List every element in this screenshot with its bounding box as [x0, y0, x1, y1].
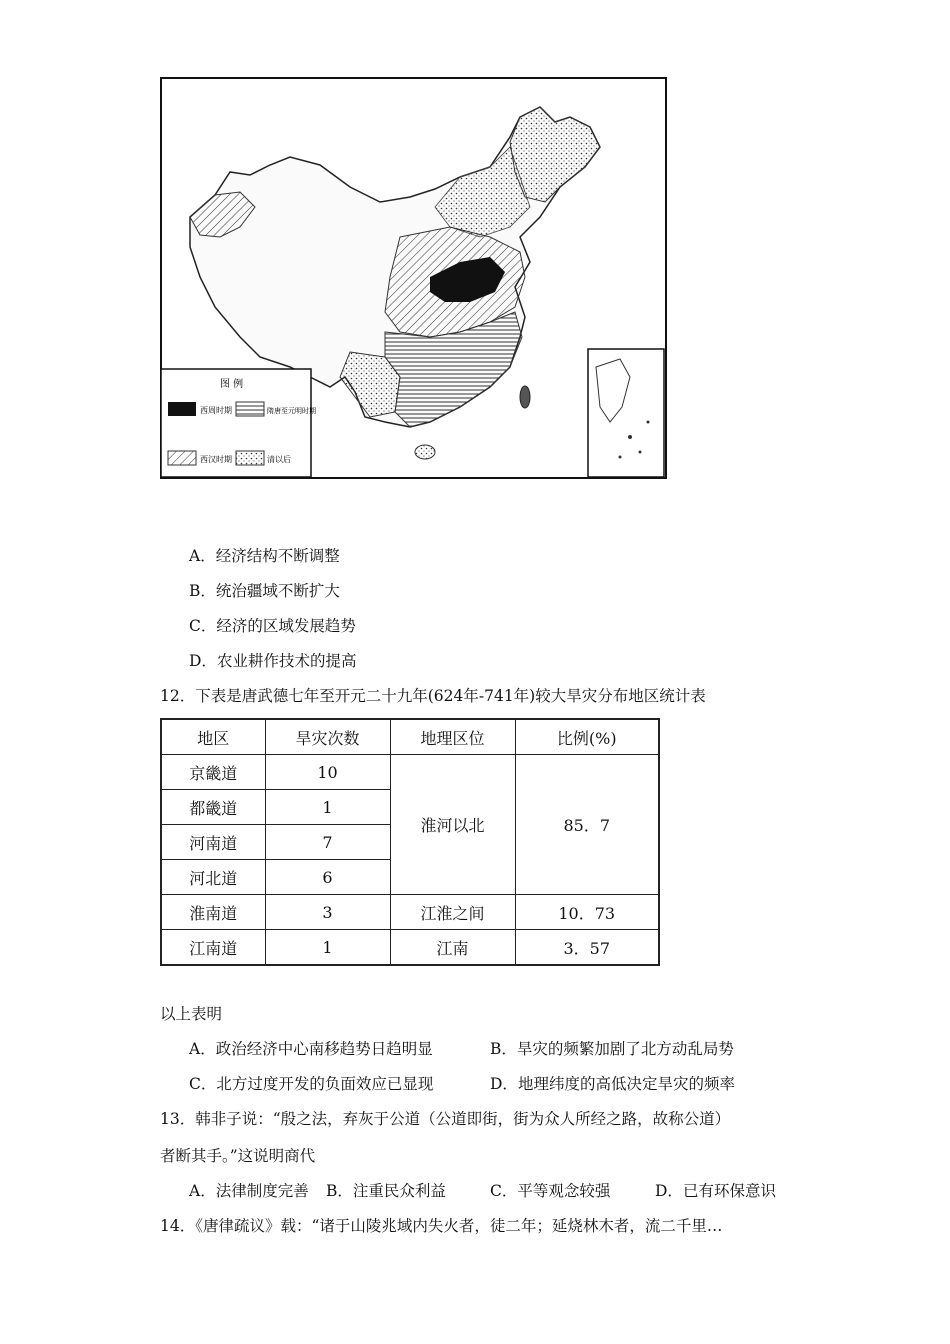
- count-cell: 1: [265, 930, 390, 966]
- region-cell: 河南道: [161, 825, 265, 860]
- option-letter: D．: [655, 1182, 683, 1200]
- option-text: 农业耕作技术的提高: [216, 652, 357, 670]
- option-letter: A．: [189, 1182, 216, 1200]
- table-row: [161, 895, 659, 930]
- option-a: [189, 1039, 433, 1059]
- table-row: [161, 930, 659, 966]
- header-cell: 比例(%): [515, 719, 659, 755]
- option-text: 旱灾的频繁加剧了北方动乱局势: [516, 1040, 734, 1058]
- option-letter: B．: [326, 1182, 353, 1200]
- option-d: [490, 1074, 735, 1094]
- question-12-conclusion: 以上表明: [160, 1005, 223, 1023]
- option-c: [189, 616, 356, 636]
- option-text: 政治经济中心南移趋势日趋明显: [215, 1040, 433, 1058]
- option-c: [189, 1074, 433, 1094]
- count-cell: 7: [265, 825, 390, 860]
- option-b: [189, 581, 340, 601]
- china-economic-development-map: [160, 77, 667, 479]
- header-cell: 地理区位: [390, 719, 515, 755]
- option-letter: C．: [189, 1075, 217, 1093]
- option-text: 统治疆域不断扩大: [215, 582, 340, 600]
- ratio-cell: 85．7: [515, 755, 659, 895]
- option-letter: C．: [490, 1182, 518, 1200]
- header-cell: 旱灾次数: [265, 719, 390, 755]
- region-cell: 河北道: [161, 860, 265, 895]
- header-cell: 地区: [161, 719, 265, 755]
- option-a: [189, 1181, 309, 1201]
- zone-cell: 江淮之间: [390, 895, 515, 930]
- option-d: [655, 1181, 776, 1201]
- option-letter: A．: [189, 547, 216, 565]
- legend-label: 清以后: [267, 455, 291, 464]
- drought-statistics-table: [160, 718, 660, 966]
- legend-label: 西汉时期: [200, 455, 232, 464]
- option-text: 注重民众利益: [352, 1182, 446, 1200]
- region-cell: 江南道: [161, 930, 265, 966]
- count-cell: 3: [265, 895, 390, 930]
- option-letter: C．: [189, 617, 217, 635]
- option-c: [490, 1181, 610, 1201]
- ratio-cell: 10．73: [515, 895, 659, 930]
- question-14-stem: 14．《唐律疏议》载：“诸于山陵兆域内失火者，徒二年；延烧林木者，流二千里…: [160, 1217, 723, 1235]
- table-row: [161, 755, 659, 790]
- option-b: [326, 1181, 446, 1201]
- option-letter: D．: [490, 1075, 518, 1093]
- option-letter: A．: [189, 1040, 216, 1058]
- question-13-stem-line1: 13．韩非子说：“殷之法，弃灰于公道（公道即街，街为众人所经之路，故称公道）: [160, 1110, 731, 1128]
- region-cell: 都畿道: [161, 790, 265, 825]
- option-letter: B．: [490, 1040, 517, 1058]
- zone-cell: 淮河以北: [390, 755, 515, 895]
- option-text: 经济结构不断调整: [215, 547, 340, 565]
- option-a: [189, 546, 340, 566]
- question-13-stem-line2: 者断其手。”这说明商代: [160, 1147, 316, 1165]
- table-header-row: [161, 719, 659, 755]
- region-cell: 京畿道: [161, 755, 265, 790]
- count-cell: 1: [265, 790, 390, 825]
- count-cell: 6: [265, 860, 390, 895]
- legend-title: 图 例: [220, 379, 244, 390]
- option-text: 地理纬度的高低决定旱灾的频率: [517, 1075, 735, 1093]
- legend-label: 西周时期: [200, 406, 232, 415]
- option-text: 平等观念较强: [517, 1182, 611, 1200]
- option-b: [490, 1039, 734, 1059]
- option-text: 法律制度完善: [215, 1182, 309, 1200]
- question-12-stem: 12．下表是唐武德七年至开元二十九年(624年-741年)较大旱灾分布地区统计表: [160, 687, 706, 705]
- option-text: 已有环保意识: [682, 1182, 776, 1200]
- option-text: 经济的区域发展趋势: [216, 617, 356, 635]
- zone-cell: 江南: [390, 930, 515, 966]
- option-letter: B．: [189, 582, 216, 600]
- option-d: [189, 651, 356, 671]
- ratio-cell: 3．57: [515, 930, 659, 966]
- region-cell: 淮南道: [161, 895, 265, 930]
- legend-label: 隋唐至元明时期: [267, 407, 316, 415]
- option-text: 北方过度开发的负面效应已显现: [216, 1075, 434, 1093]
- option-letter: D．: [189, 652, 217, 670]
- count-cell: 10: [265, 755, 390, 790]
